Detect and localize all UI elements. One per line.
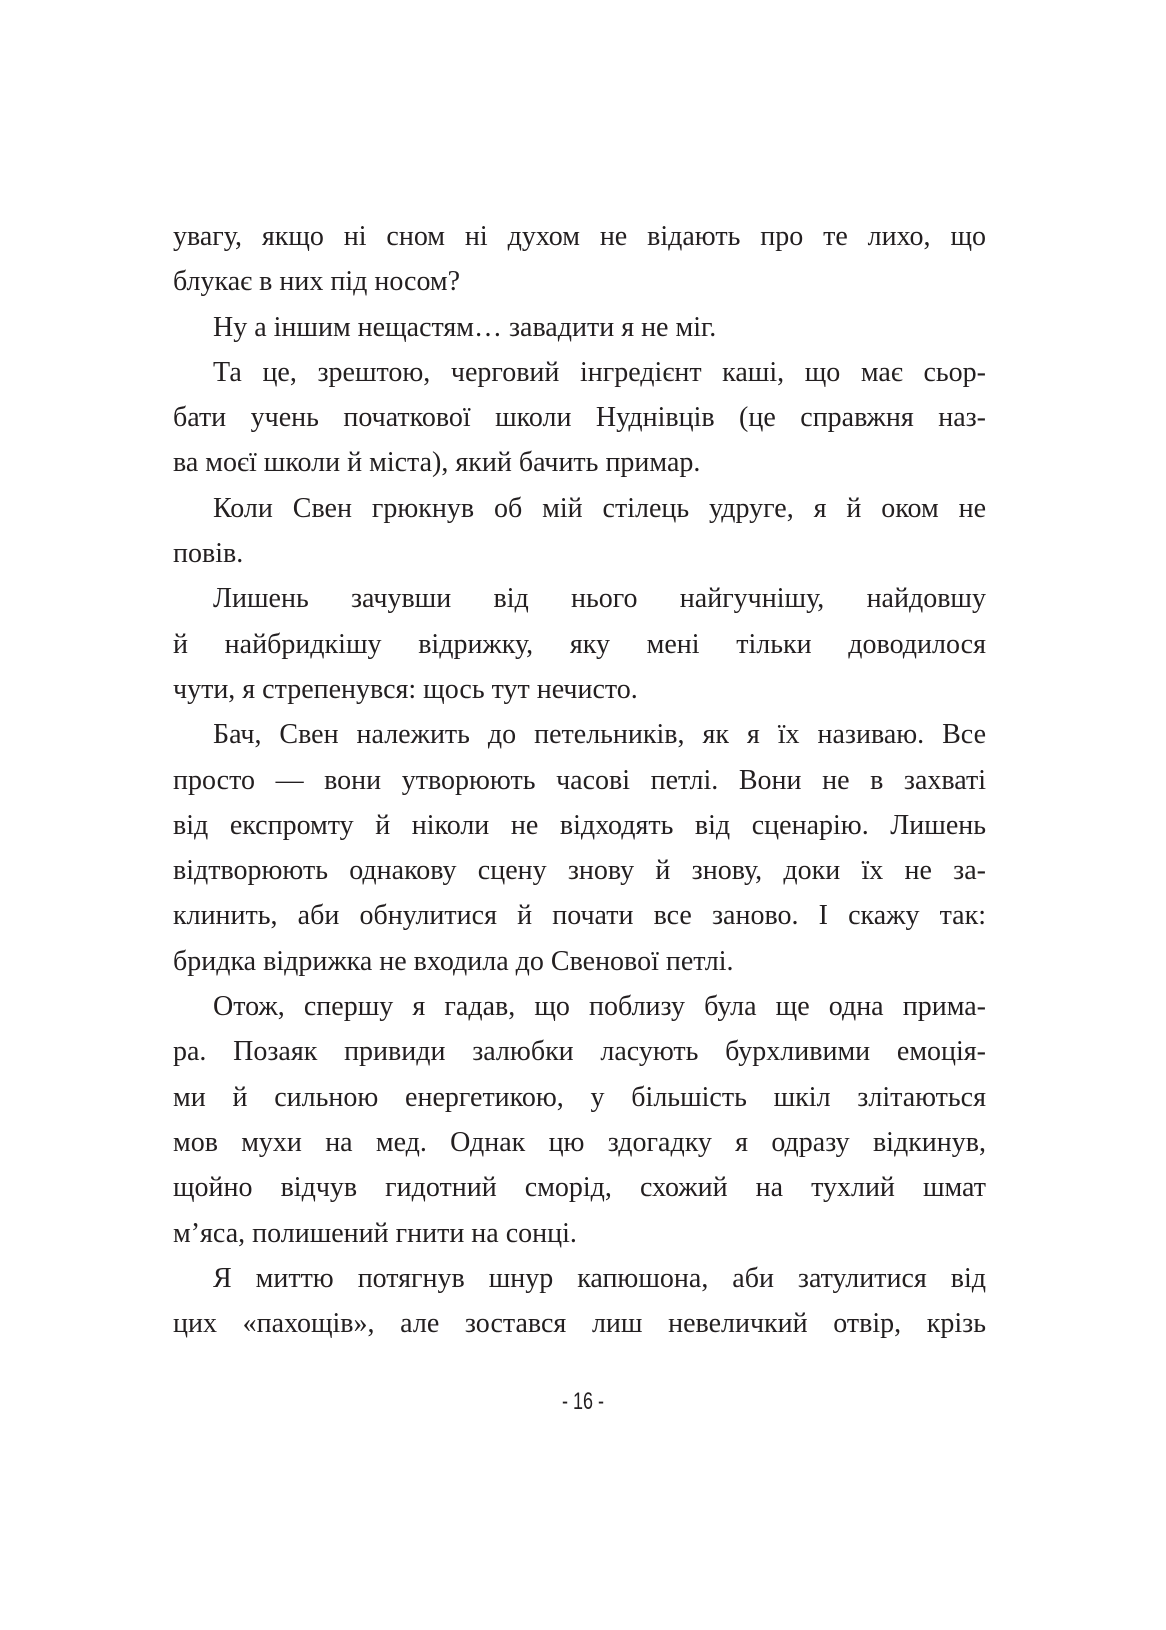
text-line: клинить, аби обнулитися й почати все заново. І скажу так: <box>173 900 986 932</box>
text-line: увагу, якщо ні сном ні духом не відають про те лихо, що <box>173 221 986 252</box>
text-line: Та це, зрештою, черговий інгредієнт каші, що має сьор- <box>213 356 986 388</box>
text-line: повів. <box>173 538 244 570</box>
text-line: просто — вони утворюють часові петлі. Вони не в захваті <box>173 764 986 796</box>
text-line: відтворюють однакову сцену знову й знову, доки їх не за- <box>173 855 986 887</box>
text-line: бати учень початкової школи Нуднівців (це справжня наз- <box>173 402 986 434</box>
text-line: щойно відчув гидотний сморід, схожий на тухлий шмат <box>173 1172 986 1204</box>
text-line: цих «пахощів», але зостався лиш невеличкий отвір, крізь <box>173 1308 986 1340</box>
text-line: й найбридкішу відрижку, яку мені тільки доводилося <box>173 628 986 660</box>
text-line: Коли Свен грюкнув об мій стілець удруге, я й оком не <box>213 492 986 524</box>
text-line: Ну а іншим нещастям… завадити я не міг. <box>213 311 717 343</box>
text-line: м’яса, полишений гнити на сонці. <box>173 1217 577 1249</box>
text-line: Я миттю потягнув шнур капюшона, аби затулитися від <box>213 1262 986 1294</box>
text-line: блукає в них під носом? <box>173 266 461 298</box>
body-text <box>173 214 986 1346</box>
text-line: Бач, Свен належить до петельників, як я їх називаю. Все <box>213 719 986 751</box>
text-line: ми й сильною енергетикою, у більшість шкіл злітаються <box>173 1081 986 1113</box>
text-line: чути, я стрепенувся: щось тут нечисто. <box>173 673 638 705</box>
page-number: - 16 - <box>561 1388 604 1415</box>
text-line: Лишень зачувши від нього найгучнішу, найдовшу <box>213 583 986 615</box>
text-line: ва моєї школи й міста), який бачить примар. <box>173 447 701 479</box>
text-line: мов мухи на мед. Однак цю здогадку я одразу відкинув, <box>173 1126 986 1158</box>
text-line: ра. Позаяк привиди залюбки ласують бурхливими емоція- <box>173 1036 986 1068</box>
text-line: бридка відрижка не входила до Свенової петлі. <box>173 945 734 977</box>
text-line: Отож, спершу я гадав, що поблизу була ще одна прима- <box>213 991 986 1023</box>
text-line: від експромту й ніколи не відходять від сценарію. Лишень <box>173 809 986 841</box>
